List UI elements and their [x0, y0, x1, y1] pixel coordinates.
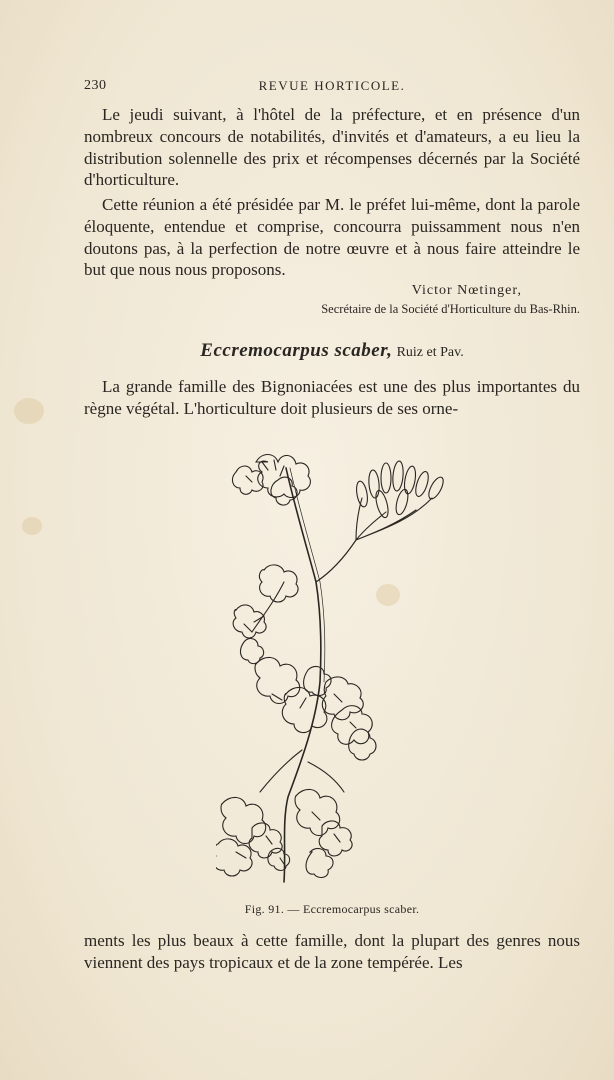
foxing-stain	[22, 517, 42, 535]
paragraph-meeting: Cette réunion a été présidée par M. le préfet lui-même, dont la parole éloquente, entendue et comprise, concourra puissamment nous n'en doutons pas, à la perfection de notre œuvre et à nous faire atteindre le but que nous nous proposons.	[84, 195, 580, 280]
plant-drawing-icon	[216, 432, 456, 890]
article-heading	[84, 340, 580, 362]
figure-caption: Fig. 91. — Eccremocarpus scaber.	[244, 902, 420, 916]
species-authority: Ruiz et Pav.	[396, 345, 464, 360]
paragraph-continuation: ments les plus beaux à cette famille, dont la plupart des genres nous viennent des pays tropicaux et de la zone tempérée. Les	[84, 931, 580, 972]
page-number: 230	[84, 78, 107, 93]
signature-name: Victor Nœtinger,	[411, 283, 522, 298]
signature-title: Secrétaire de la Société d'Horticulture du Bas-Rhin.	[321, 302, 580, 316]
paragraph-bignoniaceae: La grande famille des Bignoniacées est une des plus importantes du règne végétal. L'horticulture doit plusieurs de ses orne-	[84, 377, 580, 418]
scientific-name: Eccremocarpus scaber,	[200, 340, 393, 361]
botanical-illustration	[216, 432, 456, 890]
foxing-stain	[14, 398, 44, 424]
page-header	[84, 78, 580, 98]
running-title: REVUE HORTICOLE.	[258, 78, 406, 93]
paragraph-prize-distribution: Le jeudi suivant, à l'hôtel de la préfecture, et en présence d'un nombreux concours de notabilités, d'invités et d'amateurs, a eu lieu la distribution solennelle des prix et récompenses décernés par la Société d'horticulture.	[84, 105, 580, 190]
